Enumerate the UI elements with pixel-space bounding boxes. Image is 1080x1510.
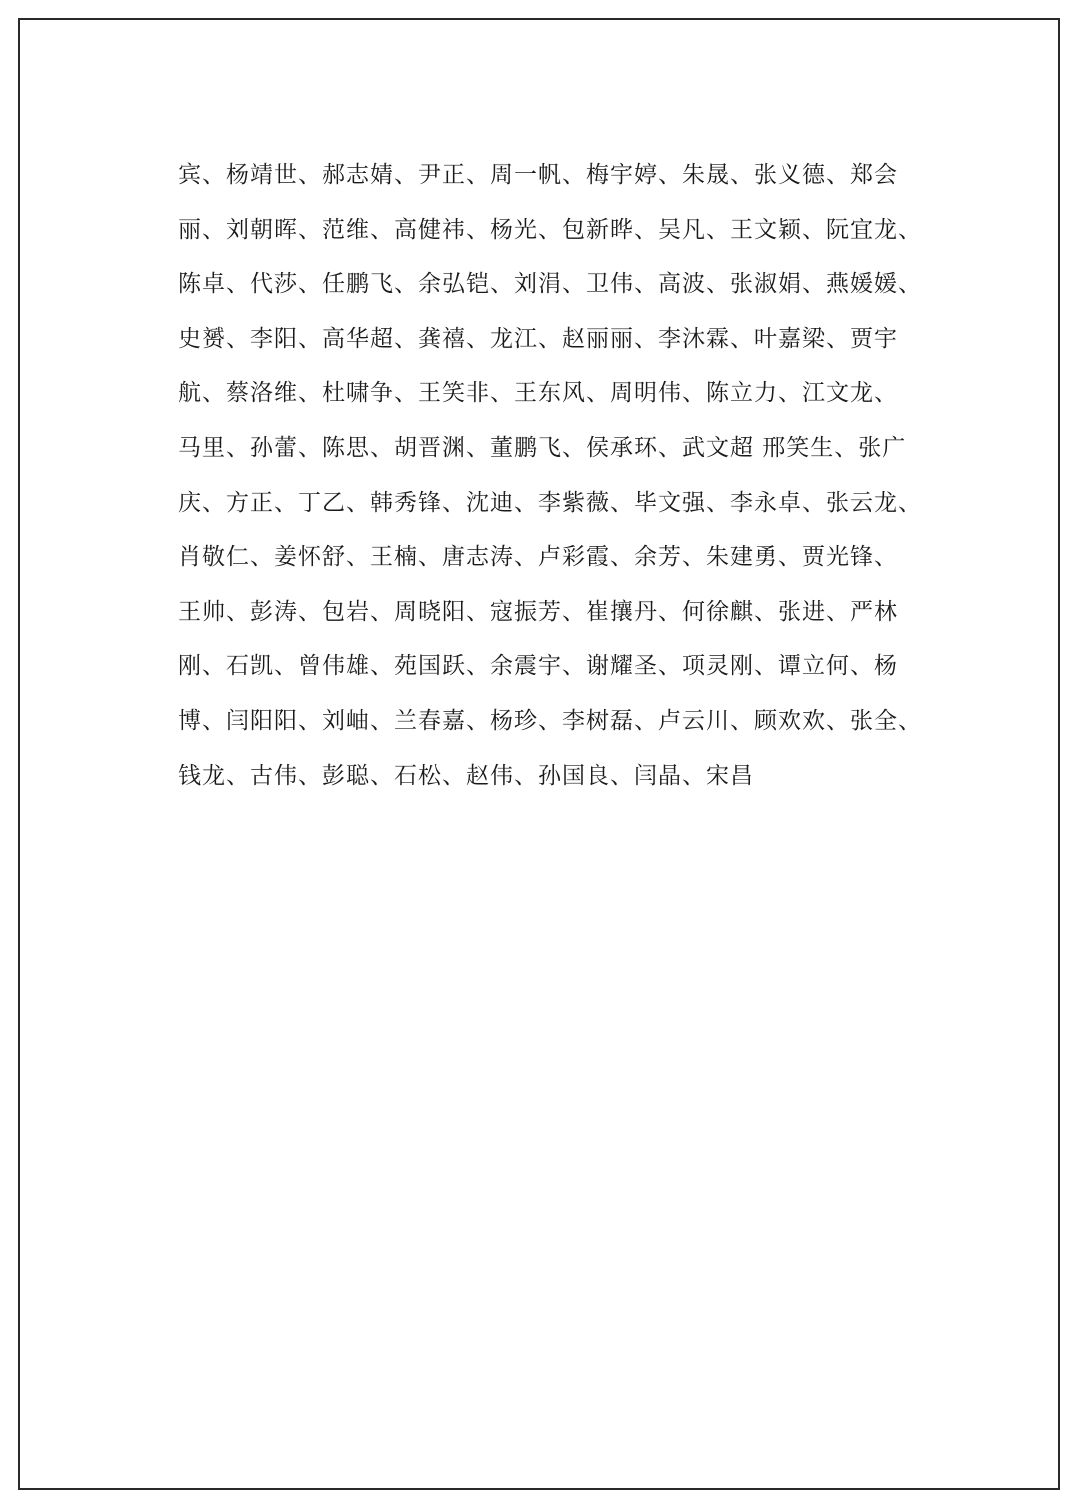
text-line: 史赟、李阳、高华超、龚禧、龙江、赵丽丽、李沐霖、叶嘉梁、贾宇 bbox=[178, 325, 898, 352]
text-line: 钱龙、古伟、彭聪、石松、赵伟、孙国良、闫晶、宋昌 bbox=[178, 762, 754, 789]
text-line: 刚、石凯、曾伟雄、苑国跃、余震宇、谢耀圣、项灵刚、谭立何、杨 bbox=[178, 653, 898, 680]
text-line: 马里、孙蕾、陈思、胡晋渊、董鹏飞、侯承环、武文超 邢笑生、张广 bbox=[178, 434, 907, 461]
name-list bbox=[178, 148, 922, 803]
text-line: 陈卓、代莎、任鹏飞、余弘铠、刘涓、卫伟、高波、张淑娟、燕媛媛、 bbox=[178, 271, 922, 298]
text-line: 丽、刘朝晖、范维、高健祎、杨光、包新晔、吴凡、王文颖、阮宜龙、 bbox=[178, 216, 922, 243]
text-line: 王帅、彭涛、包岩、周晓阳、寇振芳、崔攘丹、何徐麒、张进、严林 bbox=[178, 598, 898, 625]
text-line: 博、闫阳阳、刘岫、兰春嘉、杨珍、李树磊、卢云川、顾欢欢、张全、 bbox=[178, 707, 922, 734]
text-line: 航、蔡洛维、杜啸争、王笑非、王东风、周明伟、陈立力、江文龙、 bbox=[178, 380, 898, 407]
text-line: 庆、方正、丁乙、韩秀锋、沈迪、李紫薇、毕文强、李永卓、张云龙、 bbox=[178, 489, 922, 516]
text-line: 宾、杨靖世、郝志婧、尹正、周一帆、梅宇婷、朱晟、张义德、郑会 bbox=[178, 162, 898, 188]
text-line: 肖敬仁、姜怀舒、王楠、唐志涛、卢彩霞、余芳、朱建勇、贾光锋、 bbox=[178, 544, 898, 571]
